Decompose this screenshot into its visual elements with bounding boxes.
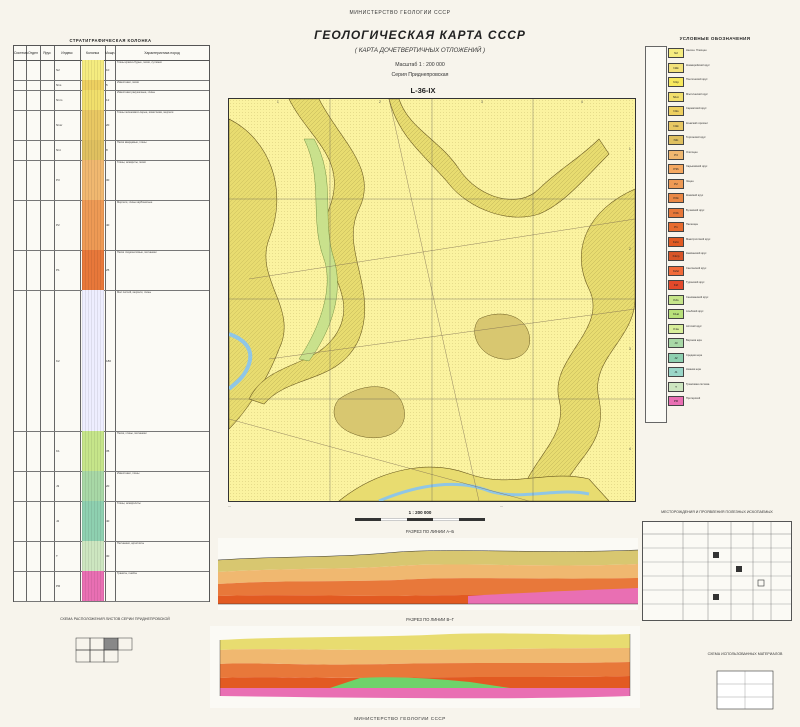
strat-row (14, 431, 209, 472)
legend-item (668, 280, 794, 290)
legend-label: Кампанский ярус (686, 252, 707, 255)
legend-swatch: N1t (668, 135, 684, 145)
legend-item (668, 367, 794, 377)
legend-swatch: P3h (668, 164, 684, 174)
strat-lithology (82, 431, 104, 471)
strat-row (14, 200, 209, 251)
strat-description: Мергели, глины карбонатные (117, 201, 153, 205)
strat-lithology (82, 290, 104, 430)
map-subtitle: ( КАРТА ДОЧЕТВЕРТИЧНЫХ ОТЛОЖЕНИЙ ) (354, 47, 486, 54)
legend-label: Аптский ярус (686, 324, 702, 328)
legend-item (668, 266, 794, 276)
legend-item (668, 353, 794, 363)
editor-note-right: — (500, 504, 503, 508)
legend-item (668, 92, 794, 102)
footer-text: МИНИСТЕРСТВО ГЕОЛОГИИ СССР (354, 716, 446, 721)
strat-description: Известняки, пески (117, 81, 139, 85)
legend-swatch: K2t (668, 280, 684, 290)
strat-lithology (82, 110, 104, 140)
strat-row (14, 250, 209, 291)
strat-head-thickness: Мощн. (105, 46, 115, 61)
grid-side-4: 4 (629, 447, 631, 451)
strat-lithology (82, 250, 104, 290)
strat-lithology (82, 90, 104, 110)
strat-index: N1t (56, 148, 61, 153)
legend-swatch: P1 (668, 222, 684, 232)
strat-thickness: 40 (106, 518, 110, 523)
legend-item (668, 396, 794, 406)
legend-item (668, 382, 794, 392)
strat-row (14, 110, 209, 141)
strat-index: J2 (56, 518, 60, 523)
legend-swatch: J2 (668, 353, 684, 363)
strat-index: J3 (56, 483, 60, 488)
strat-index: N1sr (56, 123, 63, 128)
materials-scheme-title: СХЕМА ИСПОЛЬЗОВАННЫХ МАТЕРИАЛОВ (707, 652, 783, 656)
legend-item (668, 106, 794, 116)
legend-label: Неоген. Плиоцен (686, 49, 707, 52)
strat-head-description: Характеристика пород (115, 46, 209, 61)
editor-note-left: — (228, 504, 231, 508)
strat-index: N2 (56, 68, 60, 73)
deposits-title: МЕСТОРОЖДЕНИЯ И ПРОЯВЛЕНИЯ ПОЛЕЗНЫХ ИСКОПАЕМЫХ (661, 510, 773, 514)
legend-item (668, 77, 794, 87)
legend-swatch: P2k (668, 193, 684, 203)
deposits-table (642, 521, 792, 621)
strat-column-title: СТРАТИГРАФИЧЕСКАЯ КОЛОНКА (69, 38, 152, 43)
sheet-number: L-36-IX (410, 86, 436, 95)
strat-index: P1 (56, 268, 60, 273)
strat-lithology (82, 471, 104, 501)
strat-head-index: Индекс (54, 46, 80, 61)
legend-label: Олигоцен (686, 150, 698, 154)
strat-thickness: 10 (106, 68, 110, 73)
strat-lithology (82, 60, 104, 80)
strat-index: PR (56, 583, 61, 588)
strat-index: K2 (56, 358, 60, 363)
strat-index: N1m (56, 98, 63, 103)
strat-row (14, 60, 209, 81)
strat-description: Граниты, гнейсы (117, 571, 137, 575)
section-vg-title: РАЗРЕЗ ПО ЛИНИИ В–Г (406, 617, 454, 622)
legend-item (668, 208, 794, 218)
strat-row (14, 90, 209, 111)
legend-item (668, 193, 794, 203)
strat-description: Глины, алевролиты (117, 501, 141, 505)
legend-label: Средняя юра (686, 353, 703, 357)
map-scale-label: 1 : 200 000 (408, 510, 432, 515)
legend-swatch: K2s (668, 295, 684, 305)
strat-description: Глины красно-бурые, пески, суглинки (117, 61, 162, 64)
legend-swatch: P2b (668, 208, 684, 218)
strat-head-stage: Ярус (40, 46, 54, 61)
strat-index: P2 (56, 223, 60, 228)
legend-label: Маастрихтский ярус (686, 237, 711, 241)
strat-description: Глины зеленовато-серые, известняки, мергели (117, 111, 174, 115)
strat-description: Пески, глины, песчаники (117, 431, 147, 435)
legend-swatch: J1 (668, 367, 684, 377)
strat-description: Песчаники, аргиллиты (117, 541, 145, 545)
strat-row (14, 160, 209, 201)
strat-lithology (82, 200, 104, 250)
legend-item (668, 251, 794, 261)
ministry-header: МИНИСТЕРСТВО ГЕОЛОГИИ СССР (349, 10, 451, 16)
legend-swatch: T (668, 382, 684, 392)
legend-label: Палеоцен (686, 223, 699, 226)
section-vg (210, 626, 640, 708)
legend-item (668, 150, 794, 160)
legend-item (668, 222, 794, 232)
legend-swatch: K1a (668, 324, 684, 334)
strat-row (14, 501, 209, 542)
strat-thickness: 30 (106, 553, 110, 558)
strat-row (14, 290, 209, 431)
strat-column (13, 45, 210, 602)
legend-swatch: K2cp (668, 251, 684, 261)
legend-swatch: N1k (668, 121, 684, 131)
scale-bar (355, 518, 485, 521)
legend-swatch: N1m (668, 92, 684, 102)
legend-label: Туронский ярус (686, 281, 705, 284)
legend-item (668, 237, 794, 247)
legend-item (668, 48, 794, 58)
materials-scheme (716, 670, 774, 710)
strat-description: Известняки ракушечные, глины (117, 91, 155, 95)
strat-row (14, 140, 209, 161)
grid-top-4: 4 (581, 100, 583, 104)
legend-item (668, 295, 794, 305)
map-series: Серия Приднепровская (391, 72, 449, 78)
legend-swatch: K2st (668, 266, 684, 276)
geologic-map (228, 98, 636, 502)
legend-title: УСЛОВНЫЕ ОБОЗНАЧЕНИЯ (679, 36, 751, 41)
grid-side-1: 1 (629, 147, 631, 151)
legend-label: Альбский ярус (686, 310, 704, 313)
strat-index: K1 (56, 448, 60, 453)
legend-label: Триасовая система (686, 382, 710, 386)
strat-index: N1s (56, 83, 62, 88)
legend-label: Сантонский ярус (686, 266, 707, 270)
grid-top-2: 2 (379, 100, 381, 104)
strat-thickness: 40 (106, 223, 110, 228)
legend-label: Сарматский ярус (686, 107, 707, 110)
strat-description: Пески глауконитовые, песчаники (117, 251, 157, 255)
sheet-scheme (70, 636, 160, 668)
section-ab (218, 538, 638, 610)
legend-item (668, 164, 794, 174)
strat-lithology (82, 80, 104, 90)
map-scale: Масштаб 1 : 200 000 (395, 62, 445, 68)
legend-label: Верхняя юра (686, 339, 702, 342)
strat-lithology (82, 501, 104, 541)
strat-row (14, 471, 209, 502)
strat-row (14, 541, 209, 572)
legend-swatch: PR (668, 396, 684, 406)
map-title: ГЕОЛОГИЧЕСКАЯ КАРТА СССР (314, 28, 526, 42)
strat-lithology (82, 160, 104, 200)
legend-item (668, 63, 794, 73)
strat-thickness: 12 (106, 98, 110, 103)
strat-thickness: 35 (106, 448, 110, 453)
legend-label: Тортонский ярус (686, 136, 706, 139)
legend-label: Понтический ярус (686, 78, 708, 81)
grid-top-3: 3 (481, 100, 483, 104)
grid-side-3: 3 (629, 347, 631, 351)
strat-index: T (56, 553, 58, 558)
grid-top-1: 1 (277, 100, 279, 104)
legend-swatch: J3 (668, 338, 684, 348)
legend-item (668, 338, 794, 348)
legend-item (668, 135, 794, 145)
legend-item (668, 309, 794, 319)
strat-head-series: Отдел (26, 46, 40, 61)
legend-swatch: K1al (668, 309, 684, 319)
legend-age-column (645, 46, 667, 423)
strat-thickness: 180 (106, 358, 112, 363)
strat-head-system: Система (14, 46, 26, 61)
legend-swatch: P2 (668, 179, 684, 189)
legend-swatch: N2 (668, 48, 684, 58)
sheet-scheme-title: СХЕМА РАСПОЛОЖЕНИЯ ЛИСТОВ СЕРИИ ПРИДНЕПРОВСКОЙ (60, 617, 170, 621)
legend-label: Протерозой (686, 397, 701, 400)
legend-swatch: N1p (668, 77, 684, 87)
strat-thickness: 5 (106, 83, 108, 88)
legend-label: Киевский ярус (686, 194, 704, 197)
strat-thickness: 30 (106, 178, 110, 183)
strat-description: Известняки, глины (117, 471, 140, 475)
legend-item (668, 324, 794, 334)
legend-swatch: P3 (668, 150, 684, 160)
legend-label: Сеноманский ярус (686, 295, 709, 299)
strat-lithology (82, 571, 104, 601)
strat-thickness: 20 (106, 483, 110, 488)
legend-label: Конкский горизонт (686, 121, 709, 125)
legend-item (668, 121, 794, 131)
legend-label: Мэотический ярус (686, 92, 708, 96)
strat-head-column: Колонка (80, 46, 105, 61)
map-canvas (229, 99, 635, 501)
legend-label: Эоцен (686, 179, 694, 183)
strat-description: Пески кварцевые, глины (117, 141, 147, 145)
strat-thickness: 25 (106, 268, 110, 273)
strat-description: Глины, алевриты, пески (117, 161, 146, 165)
legend-item (668, 179, 794, 189)
legend-label: Нижняя юра (686, 368, 701, 371)
legend-label: Киммерийский ярус (686, 63, 710, 67)
strat-thickness: 8 (106, 148, 108, 153)
grid-side-2: 2 (629, 247, 631, 251)
legend-swatch: K2m (668, 237, 684, 247)
legend-label: Харьковский ярус (686, 165, 708, 168)
strat-lithology (82, 140, 104, 160)
section-ab-title: РАЗРЕЗ ПО ЛИНИИ А–Б (405, 529, 455, 534)
legend-swatch: N1s (668, 106, 684, 116)
strat-index: P3 (56, 178, 60, 183)
strat-description: Мел писчий, мергели, глины (117, 291, 152, 295)
legend-swatch: N2k (668, 63, 684, 73)
strat-lithology (82, 541, 104, 571)
strat-row (14, 571, 209, 602)
strat-thickness: 20 (106, 123, 110, 128)
legend-label: Бучакский ярус (686, 208, 705, 212)
